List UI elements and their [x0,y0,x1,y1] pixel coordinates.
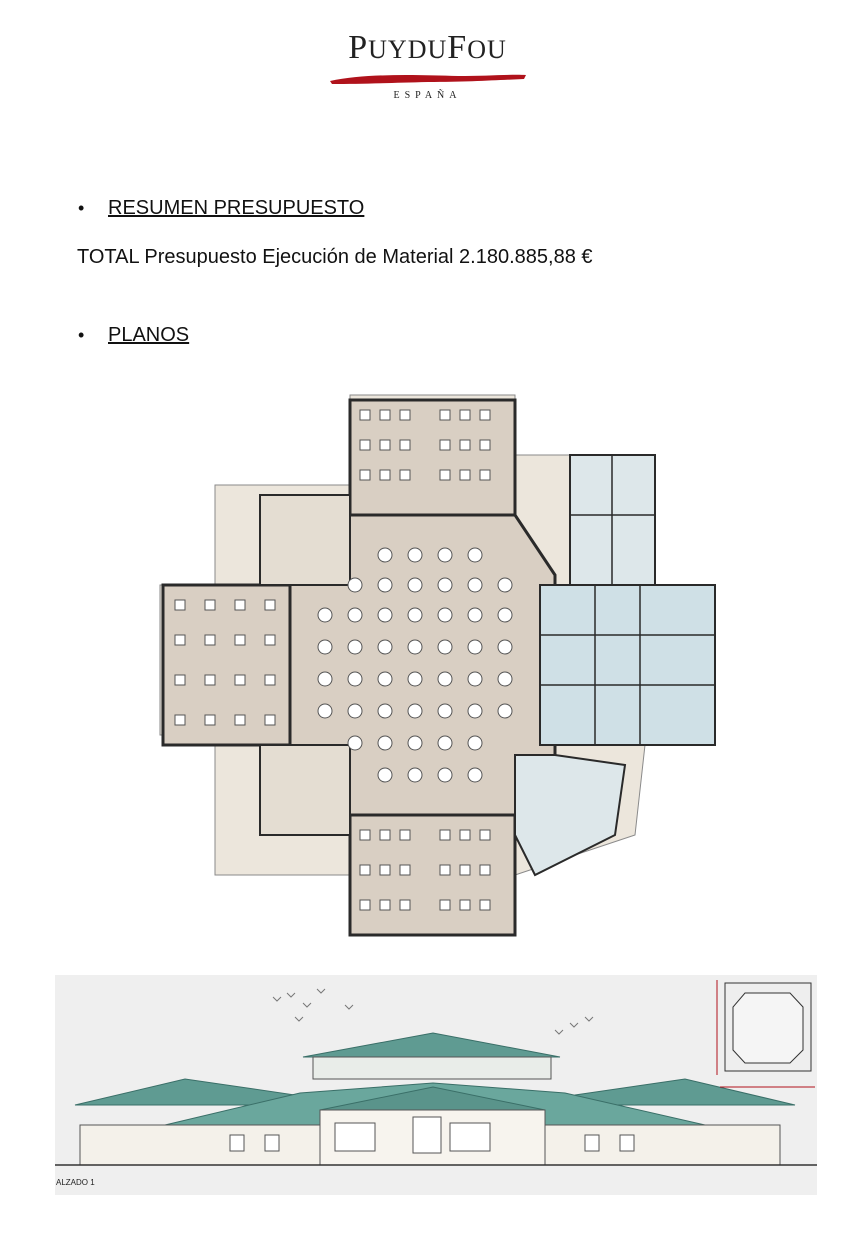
logo-part-3: DU [407,35,448,64]
logo-wordmark [0,28,855,70]
logo-part-2: UY [368,35,408,64]
brand-logo [0,28,855,101]
total-budget-line: TOTAL Presupuesto Ejecución de Material 2.180.885,88 € [77,246,593,268]
logo-part-4: F [447,29,468,66]
elevation-label: ALZADO 1 [56,1178,95,1187]
logo-part-1: P [348,29,369,66]
floor-plan-drawing [115,375,755,945]
logo-part-5: OU [467,35,507,64]
plans-heading-row [78,324,189,347]
budget-heading: RESUMEN PRESUPUESTO [108,197,365,219]
bullet-icon: • [78,325,85,345]
bullet-icon: • [78,198,85,218]
elevation-drawing [55,975,817,1195]
logo-brush-stroke [328,70,528,86]
budget-heading-row [78,197,364,220]
elevation-svg [55,975,817,1175]
plans-heading: PLANOS [108,324,190,346]
logo-subtitle: ESPAÑA [393,90,462,101]
